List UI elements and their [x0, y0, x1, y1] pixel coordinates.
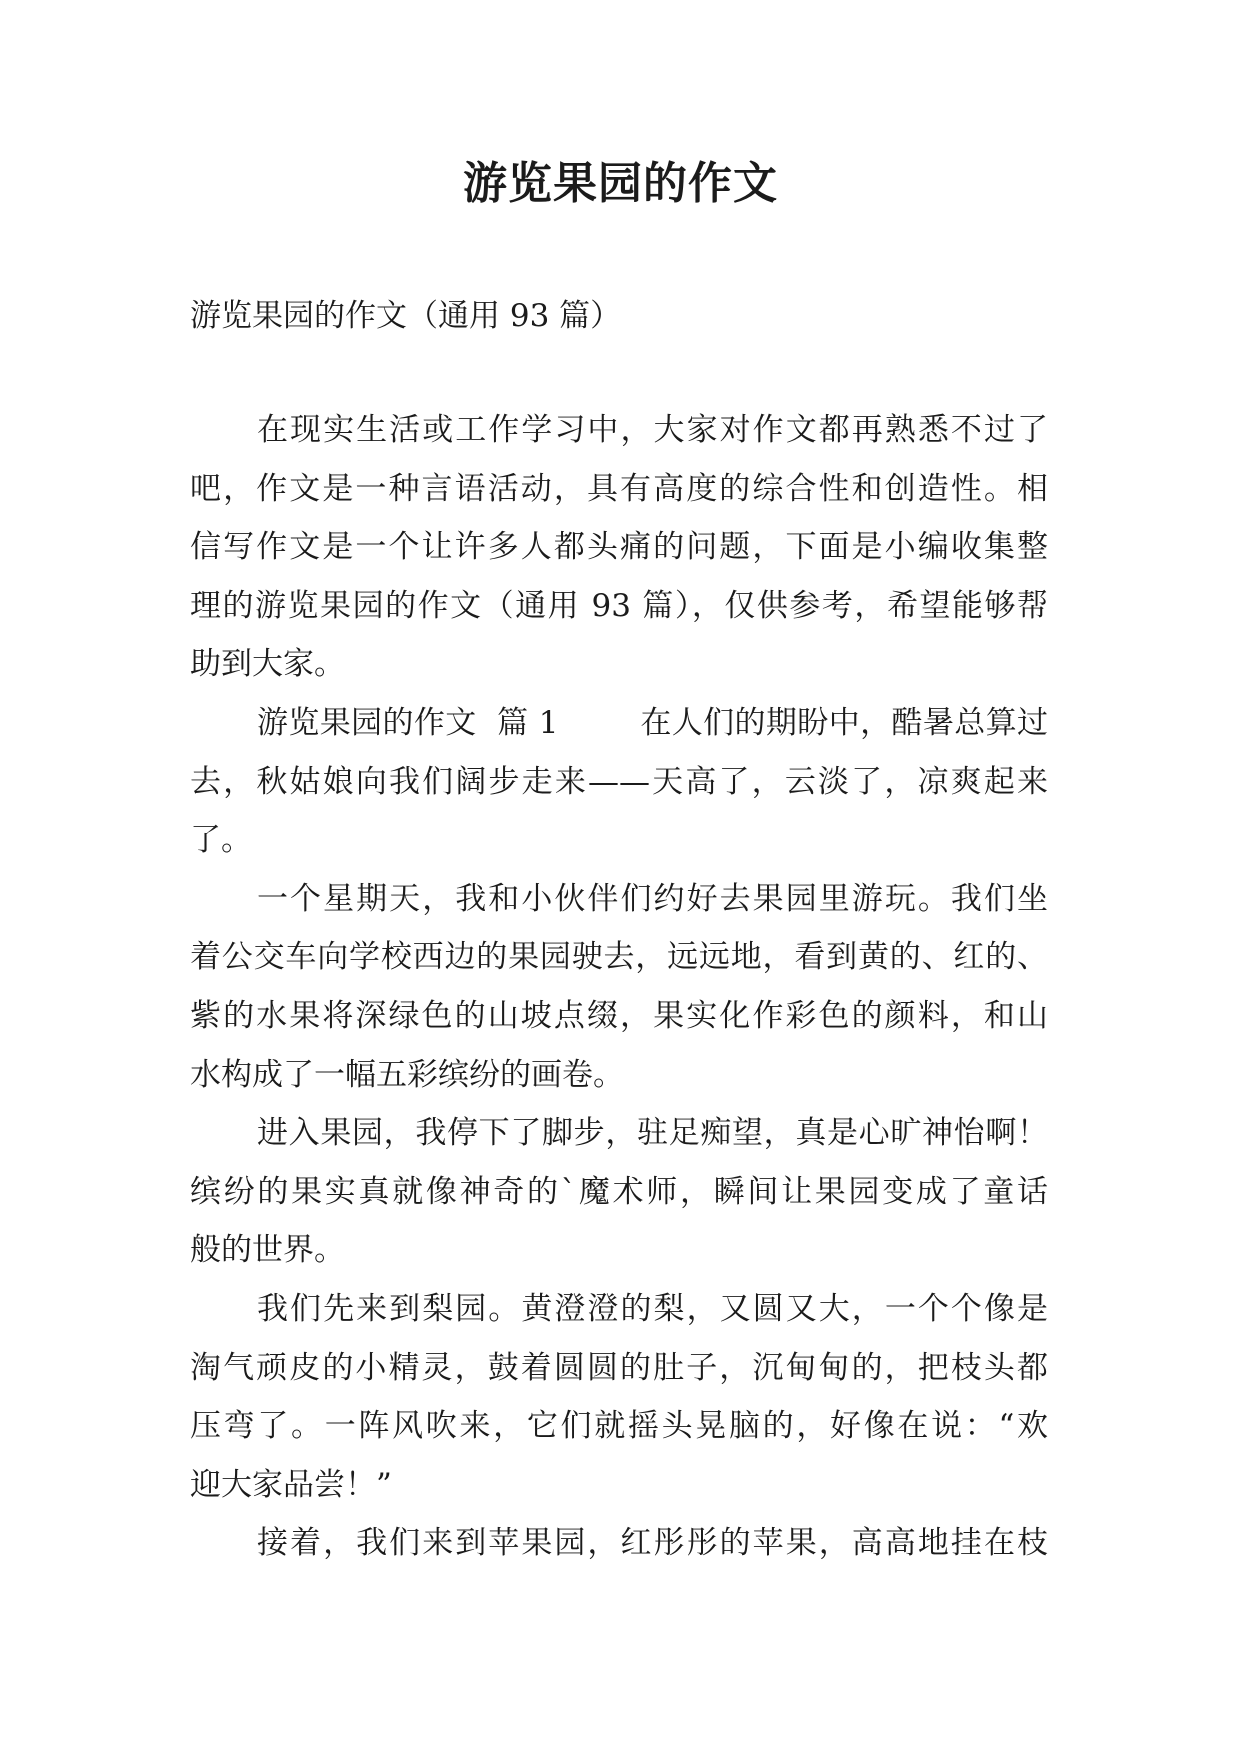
text-line: 水构成了一幅五彩缤纷的画卷。 [190, 1056, 624, 1093]
text-line: 进入果园，我停下了脚步，驻足痴望，真是心旷神怡啊！ [257, 1115, 1048, 1152]
text-line: 吧，作文是一种言语活动，具有高度的综合性和创造性。相 [190, 470, 1048, 507]
text-line: 接着，我们来到苹果园，红彤彤的苹果，高高地挂在枝 [257, 1525, 1048, 1562]
text-line: 了。 [190, 822, 252, 859]
text-line: 信写作文是一个让许多人都头痛的问题，下面是小编收集整 [190, 529, 1048, 566]
text-line: 理的游览果园的作文（通用 93 篇），仅供参考，希望能够帮 [190, 587, 1048, 624]
paragraph [190, 1280, 1048, 1514]
text-line: 在现实生活或工作学习中，大家对作文都再熟悉不过了 [257, 412, 1048, 448]
paragraph-intro [190, 401, 1048, 694]
paragraph [190, 870, 1048, 1104]
document-title: 游览果园的作文 [463, 158, 778, 209]
text-line: 缤纷的果实真就像神奇的`魔术师，瞬间让果园变成了童话 [190, 1173, 1048, 1210]
text-line: 着公交车向学校西边的果园驶去，远远地，看到黄的、红的、 [190, 939, 1048, 976]
text-line: 紫的水果将深绿色的山坡点缀，果实化作彩色的颜料，和山 [190, 997, 1048, 1034]
paragraph-essay-1-opening [190, 694, 1048, 870]
text-line: 迎大家品尝！” [190, 1466, 392, 1503]
text-line: 压弯了。一阵风吹来，它们就摇头晃脑的，好像在说：“欢 [190, 1408, 1048, 1445]
text-line: 去，秋姑娘向我们阔步走来——天高了，云淡了，凉爽起来 [190, 763, 1048, 800]
text-line: 一个星期天，我和小伙伴们约好去果园里游玩。我们坐 [257, 880, 1048, 917]
paragraph [190, 1514, 1048, 1573]
text-line: 淘气顽皮的小精灵，鼓着圆圆的肚子，沉甸甸的，把枝头都 [190, 1349, 1048, 1386]
text-line: 般的世界。 [190, 1232, 345, 1269]
paragraph [190, 1104, 1048, 1280]
text-line: 助到大家。 [190, 646, 345, 683]
document-subtitle: 游览果园的作文（通用 93 篇） [190, 298, 622, 334]
text-line: 游览果园的作文 篇 1 在人们的期盼中，酷暑总算过 [257, 704, 1048, 741]
text-line: 我们先来到梨园。黄澄澄的梨，又圆又大，一个个像是 [257, 1290, 1048, 1327]
document-body [190, 401, 1048, 1573]
